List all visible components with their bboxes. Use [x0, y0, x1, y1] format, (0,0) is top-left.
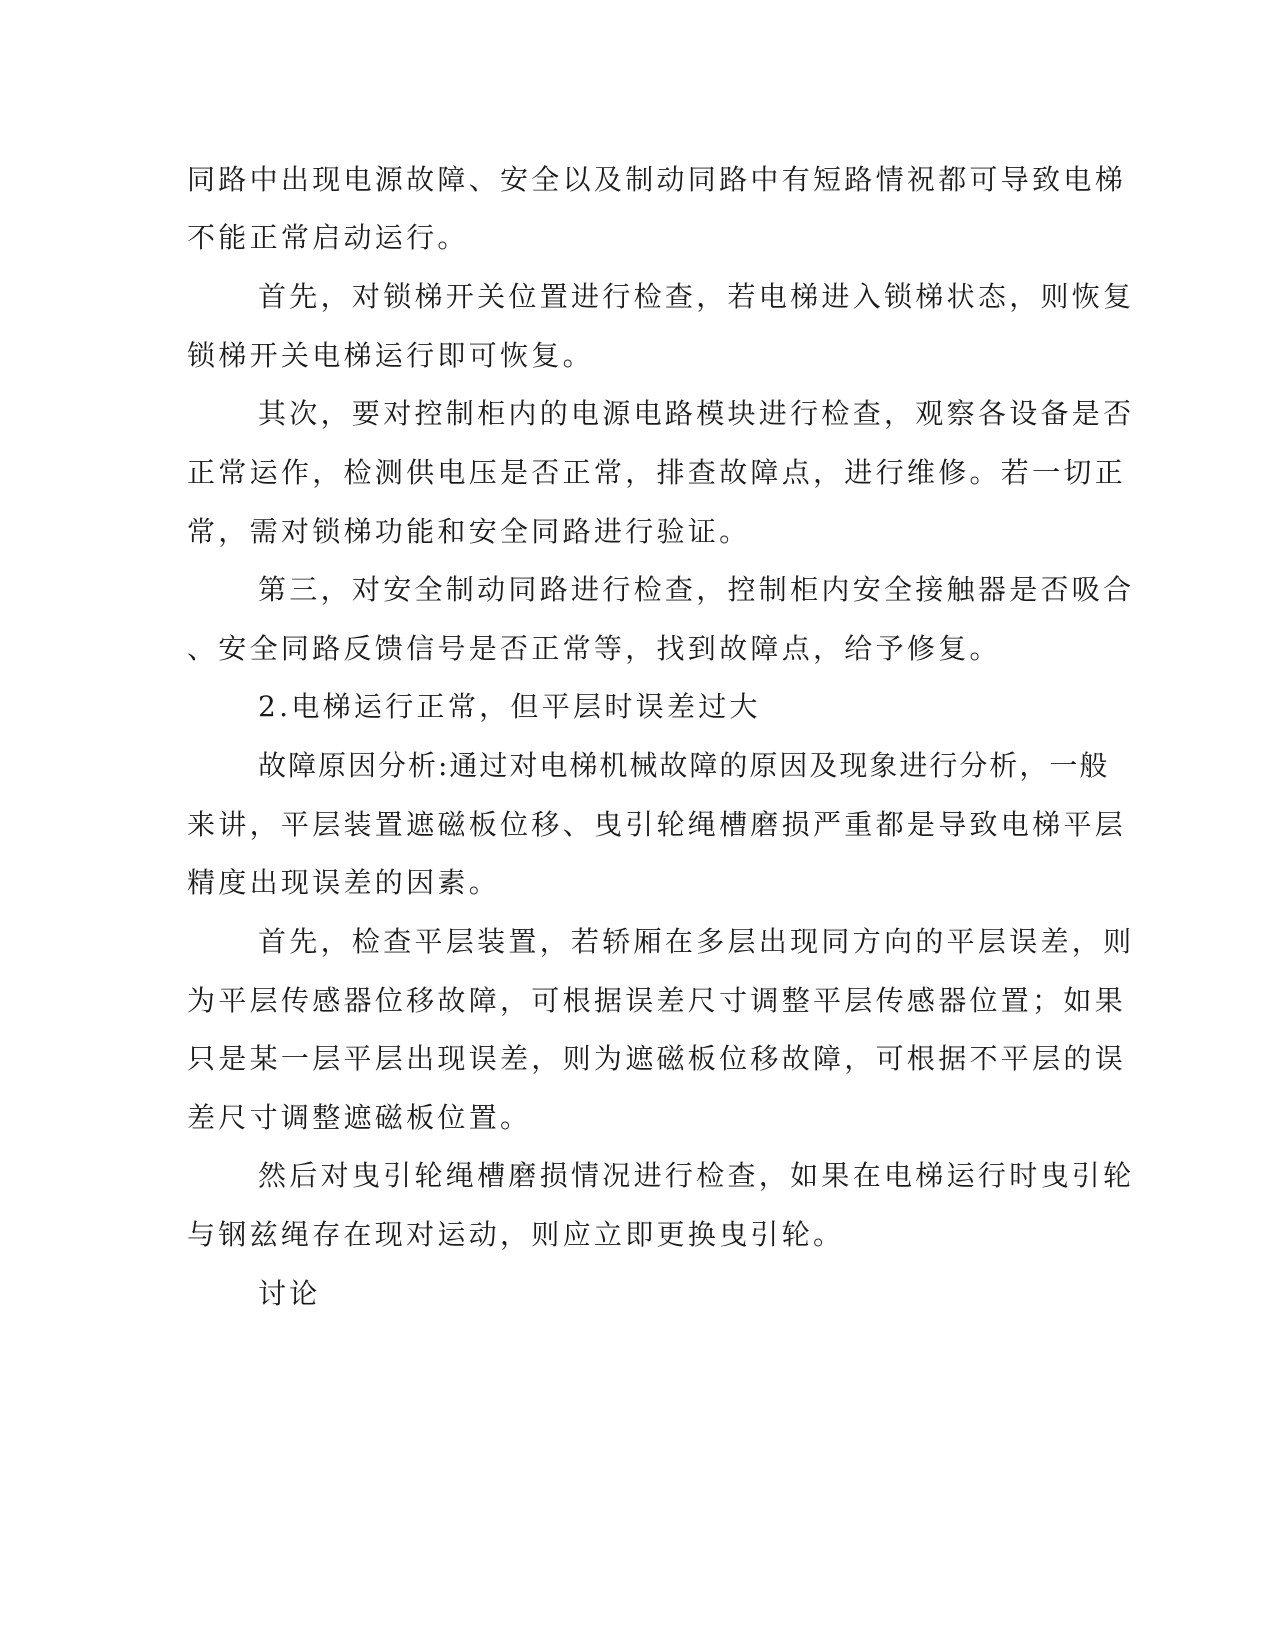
- text-line: 同路中出现电源故障、安全以及制动同路中有短路情祝都可导致电梯: [187, 163, 1127, 196]
- text-line: 与钢兹绳存在现对运动，则应立即更换曳引轮。: [187, 1218, 845, 1251]
- paragraph-first-line: 故障原因分析:通过对电梯机械故障的原因及现象进行分析，一般: [258, 749, 1110, 782]
- text-line: 常，需对锁梯功能和安全同路进行验证。: [187, 515, 751, 548]
- text-line: 、安全同路反馈信号是否正常等，找到故障点，给予修复。: [187, 632, 1001, 665]
- section-heading: 2.电梯运行正常，但平层时误差过大: [258, 690, 761, 723]
- paragraph-first-line: 首先，检查平层装置，若轿厢在多层出现同方向的平层误差，则: [258, 925, 1135, 958]
- text-line: 只是某一层平层出现误差，则为遮磁板位移故障，可根据不平层的误: [187, 1042, 1127, 1075]
- text-line: 差尺寸调整遮磁板位置。: [187, 1101, 532, 1134]
- text-line: 为平层传感器位移故障，可根据误差尺寸调整平层传感器位置；如果: [187, 984, 1127, 1017]
- paragraph-first-line: 然后对曳引轮绳槽磨损情况进行检查，如果在电梯运行时曳引轮: [258, 1159, 1135, 1192]
- paragraph-first-line: 第三，对安全制动同路进行检查，控制柜内安全接触器是否吸合: [258, 573, 1135, 606]
- text-line: 精度出现误差的因素。: [187, 866, 501, 899]
- paragraph-first-line: 首先，对锁梯开关位置进行检查，若电梯进入锁梯状态，则恢复: [258, 280, 1135, 313]
- text-line: 正常运作，检测供电压是否正常，排查故障点，进行维修。若一切正: [187, 456, 1127, 489]
- text-line: 锁梯开关电梯运行即可恢复。: [187, 339, 594, 372]
- paragraph-first-line: 其次，要对控制柜内的电源电路模块进行检查，观察各设备是否: [258, 397, 1135, 430]
- text-line: 来讲，平层装置遮磁板位移、曳引轮绳槽磨损严重都是导致电梯平层: [187, 808, 1127, 841]
- text-line: 不能正常启动运行。: [187, 221, 469, 254]
- section-heading: 讨论: [258, 1277, 321, 1310]
